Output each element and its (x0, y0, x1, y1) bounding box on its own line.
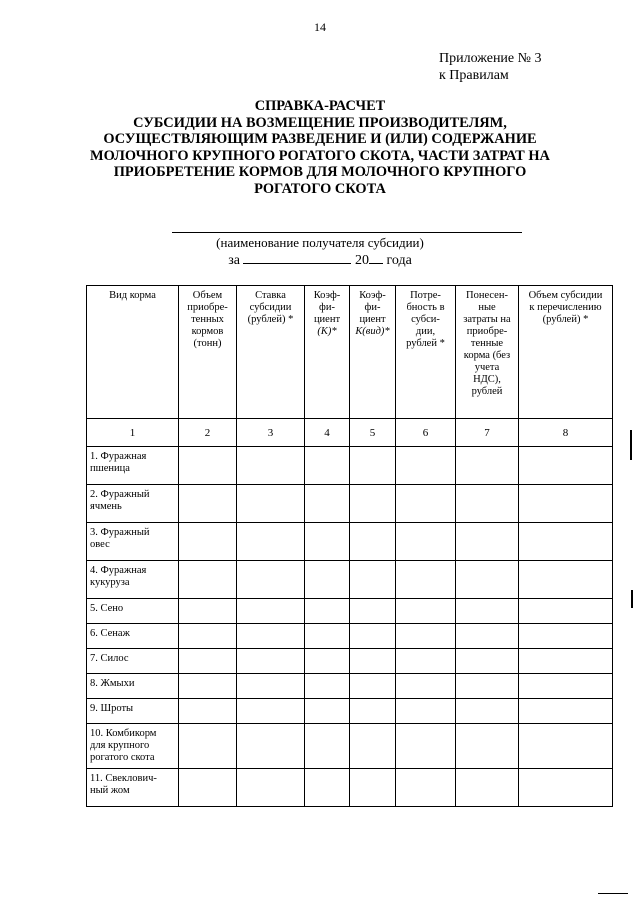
feed-type-label: 5. Сено (90, 603, 124, 614)
feed-type-label: кукуруза (90, 577, 130, 588)
empty-value-cell (305, 561, 350, 599)
empty-value-cell (237, 599, 305, 624)
empty-value-cell (396, 523, 456, 561)
column-header-line: фи- (319, 302, 335, 313)
empty-value-cell (396, 447, 456, 485)
feed-type-label: ячмень (90, 501, 122, 512)
column-header-line: бность в (406, 302, 445, 313)
empty-value-cell (237, 624, 305, 649)
column-header-line: субси- (411, 314, 440, 325)
column-number: 1 (87, 419, 179, 447)
feed-type-label: 9. Шроты (90, 703, 134, 714)
recipient-name-line (172, 232, 522, 233)
column-header-8 (519, 286, 613, 419)
column-header-3 (237, 286, 305, 419)
column-header-line: К(вид)* (355, 326, 390, 337)
feed-type-label: для крупного (90, 740, 150, 751)
column-header-1 (87, 286, 179, 419)
title-line-2: СУБСИДИИ НА ВОЗМЕЩЕНИЕ ПРОИЗВОДИТЕЛЯМ, (133, 114, 507, 131)
empty-value-cell (456, 699, 519, 724)
feed-type-label: пшеница (90, 463, 130, 474)
column-number: 3 (237, 419, 305, 447)
document-title (60, 98, 580, 198)
column-header-2 (179, 286, 237, 419)
empty-value-cell (237, 561, 305, 599)
appendix-note (439, 50, 542, 84)
column-header-line: тенные (470, 338, 504, 349)
column-number: 6 (396, 419, 456, 447)
empty-value-cell (456, 561, 519, 599)
empty-value-cell (456, 769, 519, 807)
feed-type-cell (87, 699, 179, 724)
empty-value-cell (519, 699, 613, 724)
column-header-line: Ставка (255, 290, 286, 301)
column-number: 2 (179, 419, 237, 447)
empty-value-cell (519, 561, 613, 599)
column-number: 7 (456, 419, 519, 447)
feed-type-cell (87, 523, 179, 561)
column-header-line: к перечислению (529, 302, 602, 313)
empty-value-cell (179, 674, 237, 699)
column-header-line: ные (478, 302, 496, 313)
feed-type-label: 4. Фуражная (90, 565, 147, 576)
empty-value-cell (179, 699, 237, 724)
empty-value-cell (179, 485, 237, 523)
empty-value-cell (350, 649, 396, 674)
column-header-line: циент (313, 314, 341, 325)
empty-value-cell (237, 674, 305, 699)
column-header-line: кормов (191, 326, 224, 337)
column-header-line: Коэф- (359, 290, 386, 301)
feed-row (87, 724, 613, 769)
empty-value-cell (179, 599, 237, 624)
feed-type-label: 6. Сенаж (90, 628, 130, 639)
feed-type-label: 1. Фуражная (90, 451, 147, 462)
empty-value-cell (350, 447, 396, 485)
empty-value-cell (350, 599, 396, 624)
empty-value-cell (519, 624, 613, 649)
empty-value-cell (237, 523, 305, 561)
feed-type-label: рогатого скота (90, 752, 155, 763)
empty-value-cell (396, 699, 456, 724)
empty-value-cell (456, 523, 519, 561)
empty-value-cell (519, 674, 613, 699)
feed-type-cell (87, 561, 179, 599)
empty-value-cell (350, 624, 396, 649)
empty-value-cell (396, 769, 456, 807)
feed-type-cell (87, 599, 179, 624)
column-header-line: рублей * (406, 338, 445, 349)
empty-value-cell (350, 561, 396, 599)
column-header-line: НДС), (473, 374, 501, 385)
feed-type-label: 3. Фуражный (90, 527, 150, 538)
feed-row (87, 485, 613, 523)
column-header-5 (350, 286, 396, 419)
empty-value-cell (237, 447, 305, 485)
column-header-line: учета (474, 362, 500, 373)
feed-row (87, 599, 613, 624)
empty-value-cell (305, 447, 350, 485)
column-header-line: Объем субсидии (528, 290, 603, 301)
empty-value-cell (519, 523, 613, 561)
empty-value-cell (305, 599, 350, 624)
feed-type-label: 11. Свеклович- (90, 773, 157, 784)
empty-value-cell (396, 624, 456, 649)
empty-value-cell (237, 724, 305, 769)
title-line-4: МОЛОЧНОГО КРУПНОГО РОГАТОГО СКОТА, ЧАСТИ ЗАТРАТ НА (90, 147, 550, 164)
empty-value-cell (305, 769, 350, 807)
feed-type-cell (87, 447, 179, 485)
empty-value-cell (519, 724, 613, 769)
empty-value-cell (396, 649, 456, 674)
column-header-line: (рублей) * (542, 314, 589, 325)
column-header-line: (рублей) * (247, 314, 294, 325)
feed-row (87, 674, 613, 699)
empty-value-cell (456, 649, 519, 674)
table-header-row (87, 286, 613, 419)
title-line-5: ПРИОБРЕТЕНИЕ КОРМОВ ДЛЯ МОЛОЧНОГО КРУПНОГО (113, 164, 527, 181)
feed-row (87, 561, 613, 599)
column-header-line: субсидии (249, 302, 292, 313)
column-header-line: затраты на (463, 314, 511, 325)
empty-value-cell (396, 561, 456, 599)
feed-row (87, 624, 613, 649)
empty-value-cell (350, 523, 396, 561)
column-header-line: Вид корма (109, 290, 156, 301)
subsidy-calculation-table (86, 285, 613, 807)
empty-value-cell (305, 523, 350, 561)
empty-value-cell (396, 674, 456, 699)
scan-edge-mark (630, 430, 632, 460)
column-header-line: (тонн) (193, 338, 222, 349)
empty-value-cell (179, 649, 237, 674)
empty-value-cell (237, 485, 305, 523)
period-line (0, 251, 640, 269)
appendix-line-1: Приложение № 3 (439, 51, 542, 66)
title-line-3: ОСУЩЕСТВЛЯЮЩИМ РАЗВЕДЕНИЕ И (ИЛИ) СОДЕРЖАНИЕ (103, 131, 537, 148)
empty-value-cell (179, 523, 237, 561)
empty-value-cell (456, 674, 519, 699)
empty-value-cell (456, 599, 519, 624)
empty-value-cell (396, 724, 456, 769)
empty-value-cell (305, 624, 350, 649)
column-header-line: дии, (415, 326, 436, 337)
feed-row (87, 523, 613, 561)
feed-type-cell (87, 724, 179, 769)
column-header-7 (456, 286, 519, 419)
column-number-row (87, 419, 613, 447)
empty-value-cell (179, 769, 237, 807)
feed-type-label: овес (90, 539, 110, 550)
empty-value-cell (396, 485, 456, 523)
feed-type-label: 7. Силос (90, 653, 129, 664)
year-blank (369, 251, 383, 264)
feed-type-cell (87, 485, 179, 523)
feed-type-label: 2. Фуражный (90, 489, 150, 500)
empty-value-cell (237, 699, 305, 724)
empty-value-cell (519, 649, 613, 674)
feed-type-label: ный жом (90, 785, 130, 796)
empty-value-cell (456, 724, 519, 769)
empty-value-cell (350, 699, 396, 724)
empty-value-cell (305, 674, 350, 699)
feed-type-label: 8. Жмыхи (90, 678, 135, 689)
empty-value-cell (179, 624, 237, 649)
period-suffix: года (386, 253, 412, 268)
empty-value-cell (237, 649, 305, 674)
empty-value-cell (396, 599, 456, 624)
title-line-6: РОГАТОГО СКОТА (254, 180, 386, 197)
scan-edge-mark (631, 590, 633, 608)
feed-type-cell (87, 649, 179, 674)
column-header-line: (К)* (317, 326, 337, 337)
feed-type-cell (87, 769, 179, 807)
empty-value-cell (350, 674, 396, 699)
column-header-line: Объем (192, 290, 223, 301)
column-number: 8 (519, 419, 613, 447)
column-header-line: приобре- (466, 326, 508, 337)
feed-row (87, 649, 613, 674)
feed-row (87, 447, 613, 485)
empty-value-cell (305, 699, 350, 724)
period-prefix: за (228, 253, 240, 268)
feed-row (87, 699, 613, 724)
empty-value-cell (519, 769, 613, 807)
feed-type-cell (87, 674, 179, 699)
empty-value-cell (179, 724, 237, 769)
empty-value-cell (456, 485, 519, 523)
period-year-prefix: 20 (354, 253, 369, 268)
column-number: 5 (350, 419, 396, 447)
column-header-line: фи- (364, 302, 381, 313)
column-header-line: приобре- (187, 302, 228, 313)
empty-value-cell (305, 485, 350, 523)
feed-type-cell (87, 624, 179, 649)
appendix-line-2: к Правилам (439, 68, 509, 83)
empty-value-cell (305, 724, 350, 769)
empty-value-cell (519, 599, 613, 624)
empty-value-cell (456, 447, 519, 485)
column-header-line: рублей (471, 386, 503, 397)
column-header-4 (305, 286, 350, 419)
empty-value-cell (519, 447, 613, 485)
empty-value-cell (179, 447, 237, 485)
period-blank (243, 251, 351, 264)
column-header-line: Коэф- (313, 290, 341, 301)
empty-value-cell (350, 769, 396, 807)
title-line-1: СПРАВКА-РАСЧЕТ (254, 98, 386, 114)
column-number: 4 (305, 419, 350, 447)
feed-type-label: 10. Комбикорм (90, 728, 157, 739)
empty-value-cell (305, 649, 350, 674)
feed-row (87, 769, 613, 807)
page-number: 14 (314, 20, 326, 34)
recipient-caption: (наименование получателя субсидии) (216, 235, 424, 250)
scan-edge-mark (598, 893, 628, 894)
column-header-6 (396, 286, 456, 419)
empty-value-cell (350, 724, 396, 769)
column-header-line: корма (без (463, 350, 511, 361)
empty-value-cell (519, 485, 613, 523)
empty-value-cell (237, 769, 305, 807)
column-header-line: циент (359, 314, 386, 325)
column-header-line: Понесен- (466, 290, 508, 301)
column-header-line: Потре- (410, 290, 441, 301)
empty-value-cell (456, 624, 519, 649)
empty-value-cell (179, 561, 237, 599)
empty-value-cell (350, 485, 396, 523)
column-header-line: тенных (191, 314, 224, 325)
